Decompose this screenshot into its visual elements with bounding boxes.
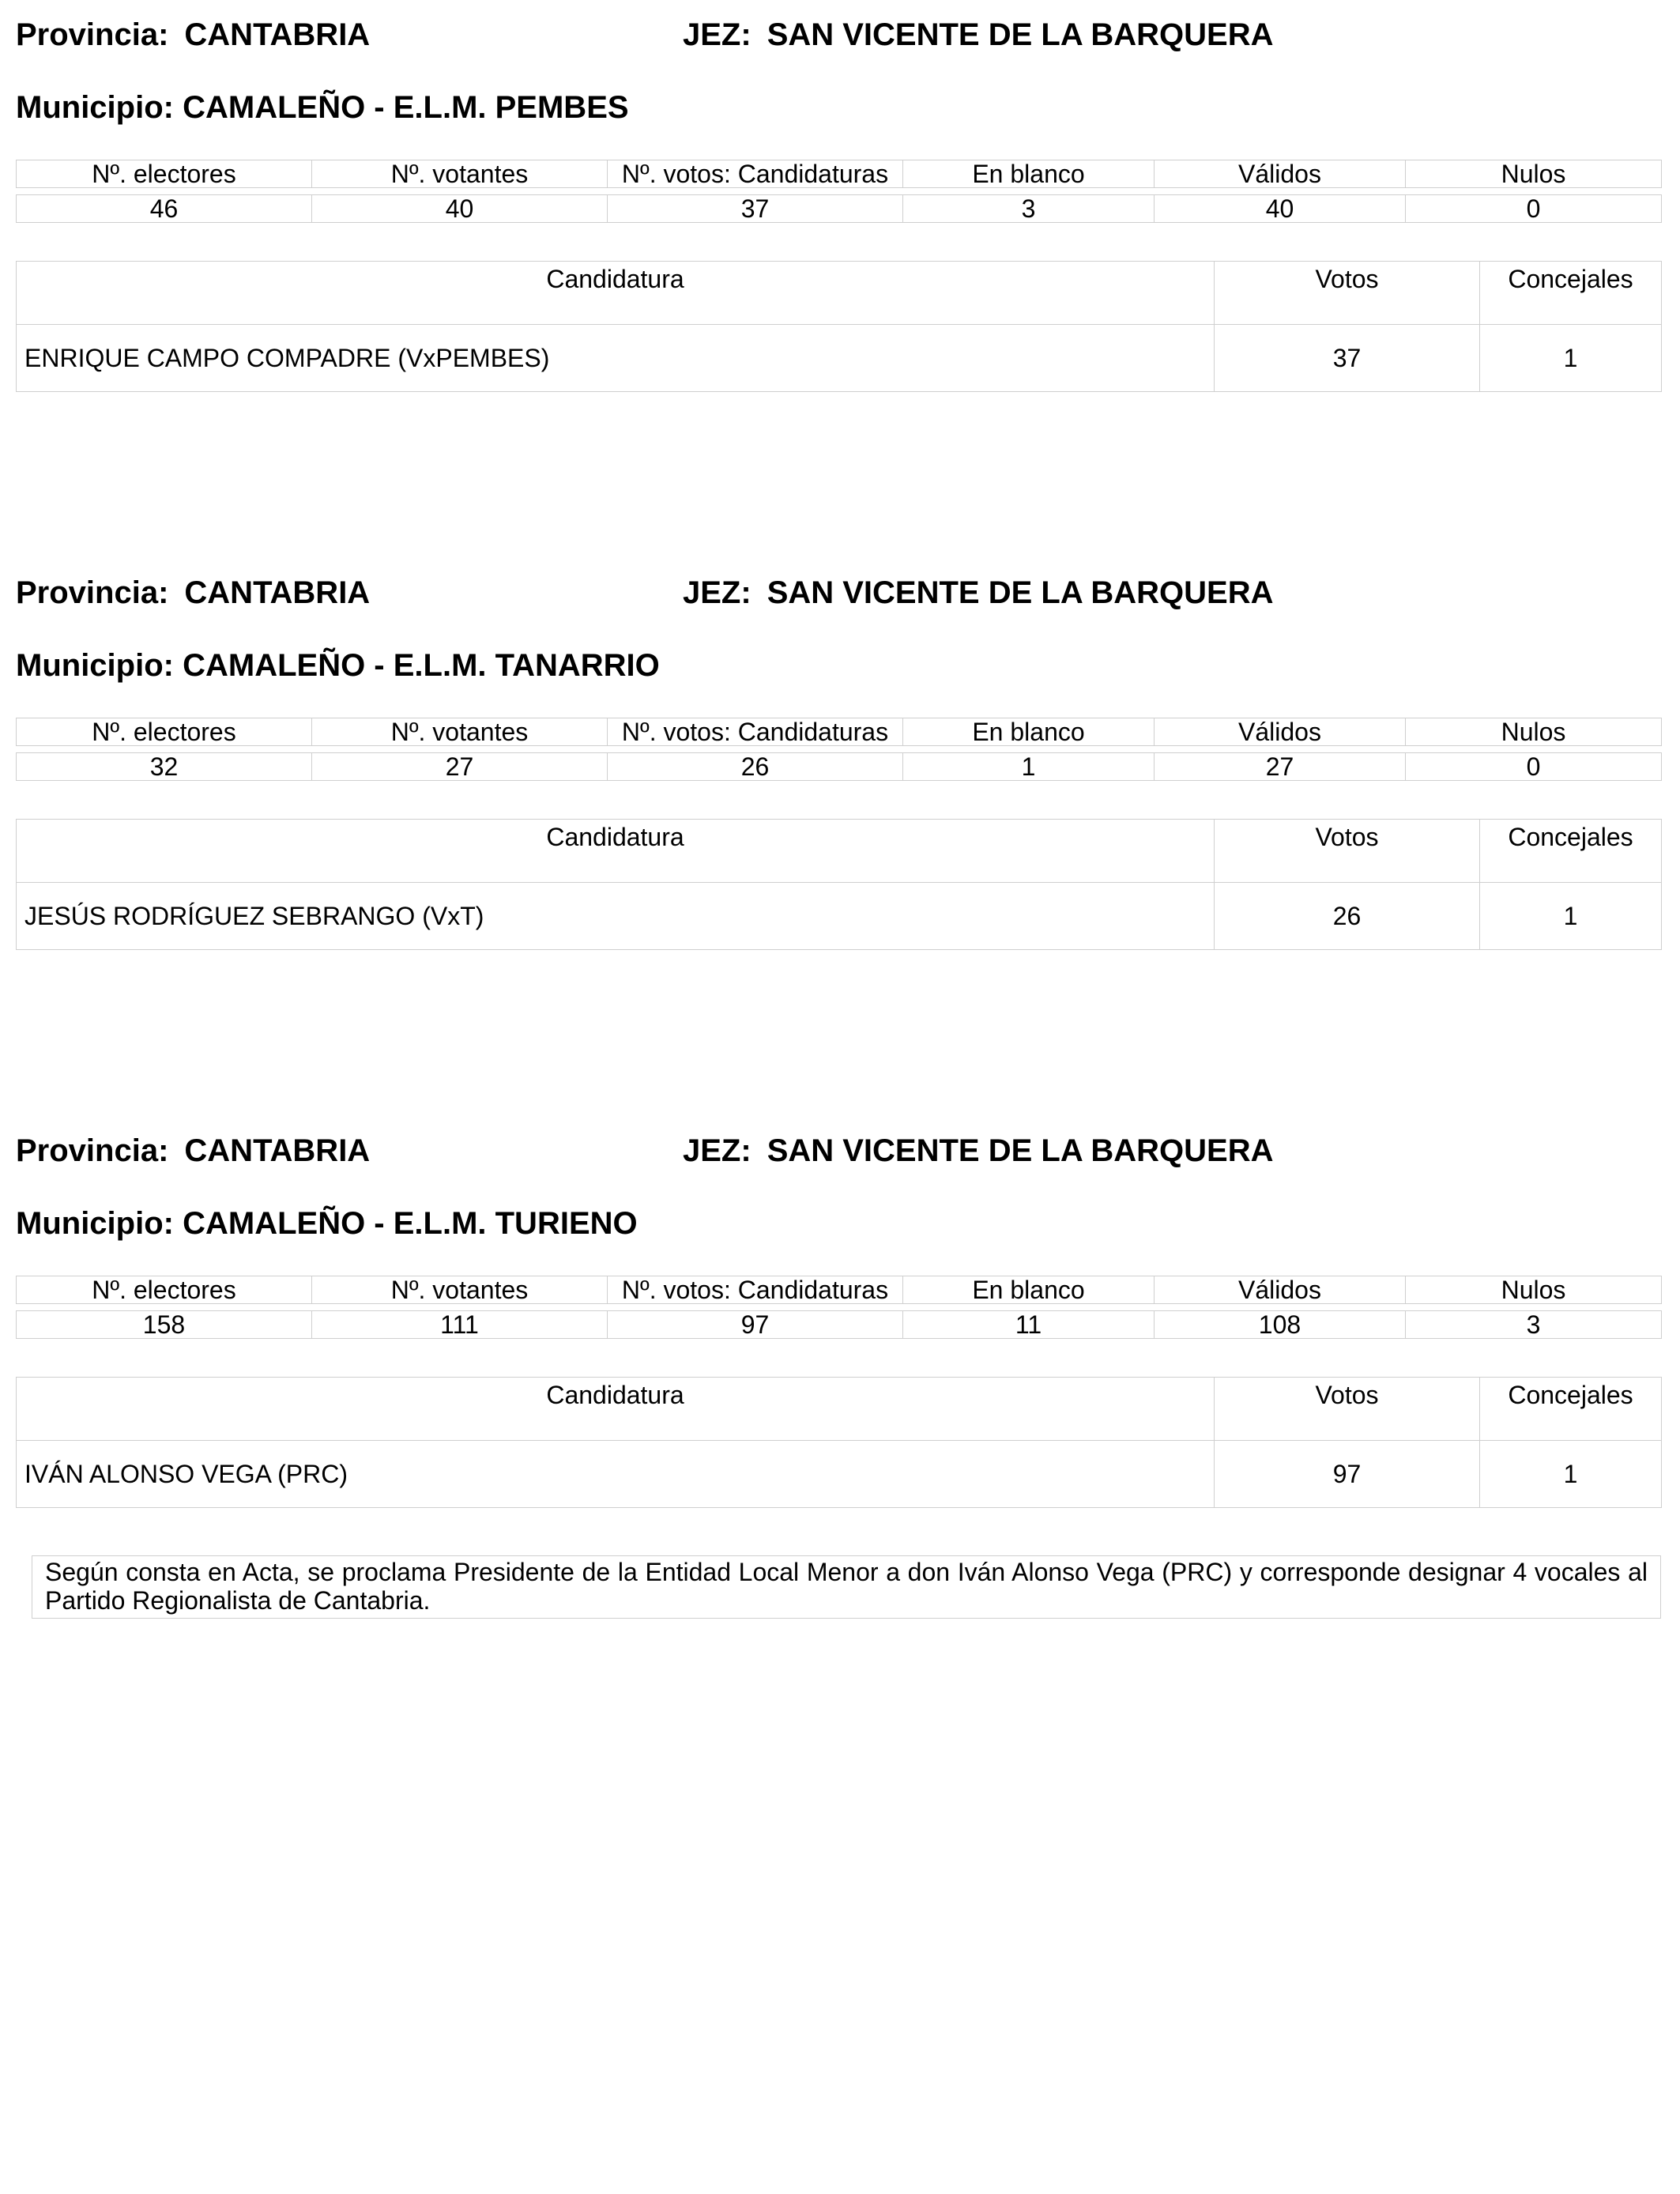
- municipio-heading: Municipio: CAMALEÑO - E.L.M. PEMBES: [16, 90, 629, 125]
- jez-value: SAN VICENTE DE LA BARQUERA: [767, 1133, 1274, 1168]
- stats-header: Nº. votos: Candidaturas: [608, 160, 903, 188]
- stats-header: Nº. electores: [17, 160, 312, 188]
- candidatura-header: Candidatura: [17, 262, 1215, 325]
- stats-value: 97: [608, 1311, 903, 1339]
- concejales-header: Concejales: [1480, 820, 1662, 883]
- provincia-value: CANTABRIA: [184, 17, 371, 52]
- candidates-header-row: [17, 1378, 1662, 1441]
- candidate-name: IVÁN ALONSO VEGA (PRC): [17, 1441, 1215, 1508]
- concejales-header: Concejales: [1480, 1378, 1662, 1441]
- stats-header-row: [17, 718, 1662, 746]
- stats-value: 40: [1155, 195, 1406, 223]
- candidatura-header: Candidatura: [17, 1378, 1215, 1441]
- stats-header: Válidos: [1155, 160, 1406, 188]
- stats-header: Nº. electores: [17, 1276, 312, 1304]
- jez-heading: JEZ: SAN VICENTE DE LA BARQUERA: [683, 17, 1274, 52]
- candidates-header-row: [17, 820, 1662, 883]
- candidate-votos: 26: [1215, 883, 1480, 950]
- candidates-header-row: [17, 262, 1662, 325]
- provincia-value: CANTABRIA: [184, 575, 371, 610]
- stats-header: Válidos: [1155, 1276, 1406, 1304]
- votos-header: Votos: [1215, 1378, 1480, 1441]
- candidates-table: [16, 261, 1662, 392]
- stats-table: [16, 718, 1662, 781]
- candidates-table: [16, 1377, 1662, 1508]
- stats-value: 158: [17, 1311, 312, 1339]
- candidate-concejales: 1: [1480, 325, 1662, 392]
- candidate-row: [17, 325, 1662, 392]
- stats-value-row: [17, 195, 1662, 223]
- stats-value: 108: [1155, 1311, 1406, 1339]
- candidate-row: [17, 883, 1662, 950]
- jez-value: SAN VICENTE DE LA BARQUERA: [767, 17, 1274, 52]
- municipio-value: CAMALEÑO - E.L.M. TURIENO: [183, 1206, 638, 1241]
- stats-value: 46: [17, 195, 312, 223]
- stats-header-row: [17, 160, 1662, 188]
- stats-header: Nº. electores: [17, 718, 312, 746]
- jez-value: SAN VICENTE DE LA BARQUERA: [767, 575, 1274, 610]
- stats-value: 0: [1406, 195, 1662, 223]
- votos-header: Votos: [1215, 262, 1480, 325]
- stats-table: [16, 160, 1662, 223]
- stats-header: Nulos: [1406, 1276, 1662, 1304]
- stats-header: En blanco: [903, 718, 1155, 746]
- candidate-name: ENRIQUE CAMPO COMPADRE (VxPEMBES): [17, 325, 1215, 392]
- stats-header: Válidos: [1155, 718, 1406, 746]
- stats-header: Nulos: [1406, 718, 1662, 746]
- stats-header: En blanco: [903, 1276, 1155, 1304]
- stats-value: 40: [312, 195, 608, 223]
- stats-table: [16, 1276, 1662, 1339]
- candidates-table: [16, 819, 1662, 950]
- candidatura-header: Candidatura: [17, 820, 1215, 883]
- stats-header-row: [17, 1276, 1662, 1304]
- provincia-heading: Provincia: CANTABRIA: [16, 1133, 371, 1168]
- stats-value: 27: [1155, 753, 1406, 781]
- municipio-heading: Municipio: CAMALEÑO - E.L.M. TURIENO: [16, 1206, 638, 1241]
- stats-header: Nº. votos: Candidaturas: [608, 1276, 903, 1304]
- municipio-value: CAMALEÑO - E.L.M. TANARRIO: [183, 648, 660, 683]
- municipio-value: CAMALEÑO - E.L.M. PEMBES: [183, 90, 629, 125]
- provincia-value: CANTABRIA: [184, 1133, 371, 1168]
- stats-value: 3: [1406, 1311, 1662, 1339]
- stats-value: 37: [608, 195, 903, 223]
- proclamation-note: Según consta en Acta, se proclama Presidente de la Entidad Local Menor a don Iván Alonso Vega (PRC) y corresponde designar 4 vocales al Partido Regionalista de Cantabria.: [32, 1555, 1661, 1619]
- votos-header: Votos: [1215, 820, 1480, 883]
- candidate-concejales: 1: [1480, 1441, 1662, 1508]
- stats-header: Nulos: [1406, 160, 1662, 188]
- provincia-heading: Provincia: CANTABRIA: [16, 575, 371, 610]
- stats-value: 3: [903, 195, 1155, 223]
- stats-value: 0: [1406, 753, 1662, 781]
- municipio-heading: Municipio: CAMALEÑO - E.L.M. TANARRIO: [16, 648, 660, 683]
- candidate-name: JESÚS RODRÍGUEZ SEBRANGO (VxT): [17, 883, 1215, 950]
- candidate-votos: 97: [1215, 1441, 1480, 1508]
- stats-value: 32: [17, 753, 312, 781]
- candidate-row: [17, 1441, 1662, 1508]
- stats-value: 26: [608, 753, 903, 781]
- stats-header: Nº. votos: Candidaturas: [608, 718, 903, 746]
- stats-header: En blanco: [903, 160, 1155, 188]
- stats-header: Nº. votantes: [312, 1276, 608, 1304]
- stats-value-row: [17, 1311, 1662, 1339]
- stats-value: 11: [903, 1311, 1155, 1339]
- stats-value: 27: [312, 753, 608, 781]
- stats-header: Nº. votantes: [312, 718, 608, 746]
- stats-value-row: [17, 753, 1662, 781]
- candidate-votos: 37: [1215, 325, 1480, 392]
- stats-value: 111: [312, 1311, 608, 1339]
- provincia-heading: Provincia: CANTABRIA: [16, 17, 371, 52]
- candidate-concejales: 1: [1480, 883, 1662, 950]
- concejales-header: Concejales: [1480, 262, 1662, 325]
- jez-heading: JEZ: SAN VICENTE DE LA BARQUERA: [683, 575, 1274, 610]
- stats-header: Nº. votantes: [312, 160, 608, 188]
- jez-heading: JEZ: SAN VICENTE DE LA BARQUERA: [683, 1133, 1274, 1168]
- stats-value: 1: [903, 753, 1155, 781]
